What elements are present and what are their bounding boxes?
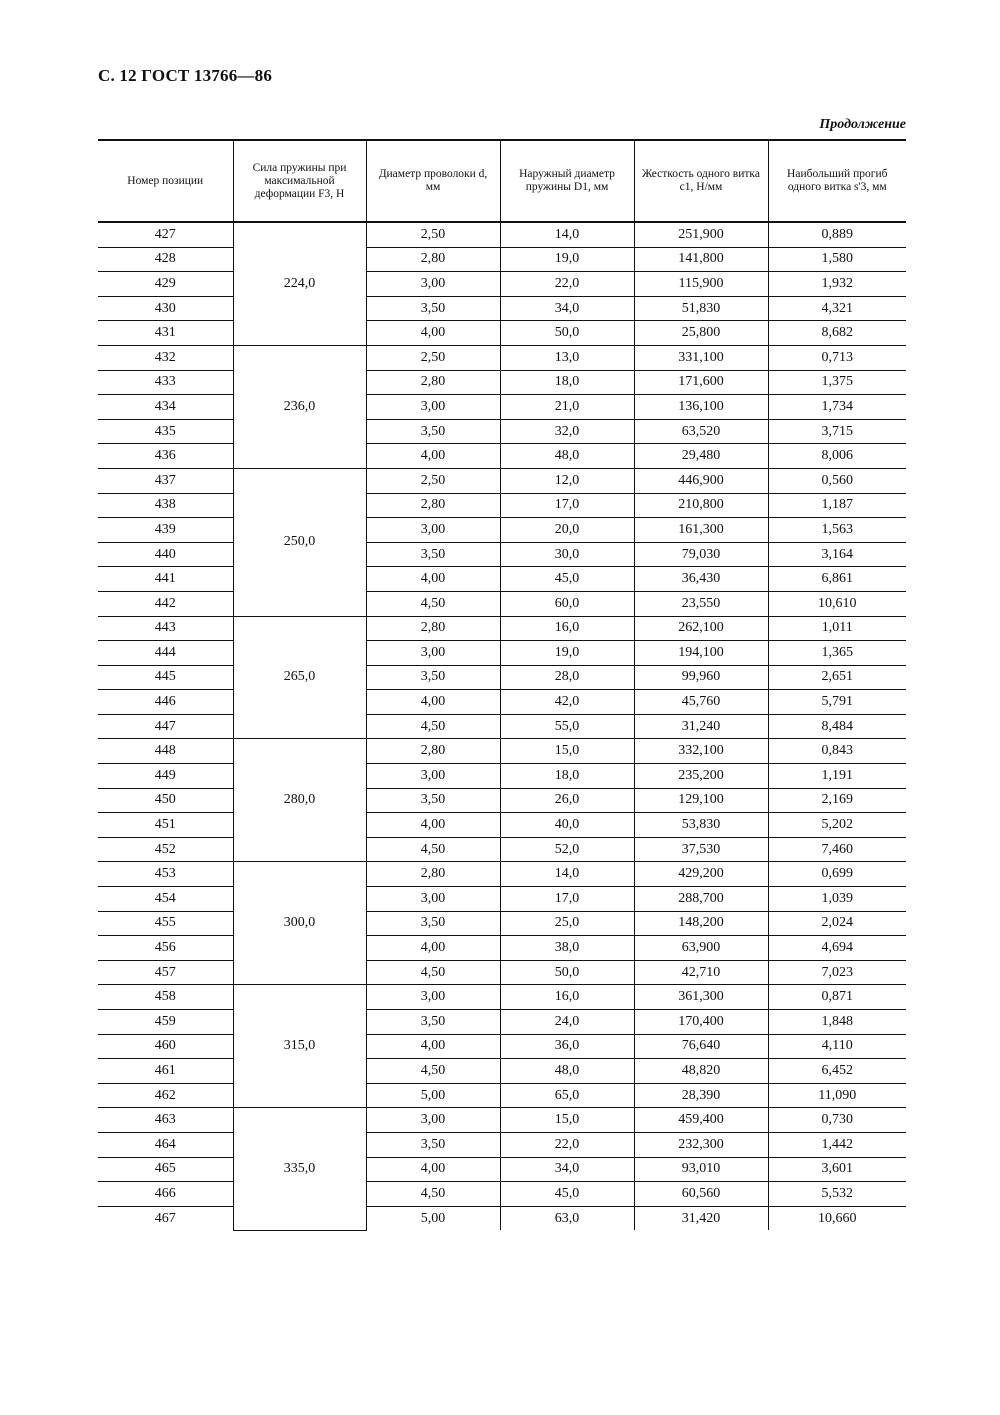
cell-wire-diameter: 3,50 xyxy=(366,911,500,936)
column-header-max-deflection: Наибольший прогиб одного витка s'3, мм xyxy=(768,140,906,222)
cell-wire-diameter: 2,50 xyxy=(366,222,500,247)
cell-stiffness: 262,100 xyxy=(634,616,768,641)
cell-wire-diameter: 3,00 xyxy=(366,518,500,543)
cell-wire-diameter: 3,00 xyxy=(366,395,500,420)
cell-wire-diameter: 5,00 xyxy=(366,1083,500,1108)
cell-position: 467 xyxy=(154,1210,176,1226)
table-row xyxy=(98,665,906,690)
cell-outer-diameter: 34,0 xyxy=(500,1157,634,1182)
cell-stiffness: 79,030 xyxy=(634,542,768,567)
cell-stiffness: 141,800 xyxy=(634,247,768,272)
cell-wire-diameter: 2,80 xyxy=(366,247,500,272)
cell-outer-diameter: 17,0 xyxy=(500,887,634,912)
cell-outer-diameter: 45,0 xyxy=(500,1182,634,1207)
cell-position: 437 xyxy=(98,468,233,493)
cell-force-group: 280,0 xyxy=(233,739,366,862)
cell-position: 456 xyxy=(98,936,233,961)
cell-stiffness: 25,800 xyxy=(634,321,768,346)
cell-position: 452 xyxy=(98,837,233,862)
cell-position: 442 xyxy=(98,591,233,616)
cell-force-group: 335,0 xyxy=(233,1108,366,1230)
table-row xyxy=(98,444,906,469)
cell-position: 429 xyxy=(98,272,233,297)
cell-stiffness: 429,200 xyxy=(634,862,768,887)
table-row xyxy=(98,960,906,985)
cell-stiffness: 31,240 xyxy=(634,714,768,739)
cell-position: 431 xyxy=(98,321,233,346)
cell-max-deflection: 0,730 xyxy=(768,1108,906,1133)
cell-max-deflection: 1,932 xyxy=(768,272,906,297)
cell-outer-diameter: 55,0 xyxy=(500,714,634,739)
cell-max-deflection: 1,734 xyxy=(768,395,906,420)
cell-max-deflection: 4,110 xyxy=(768,1034,906,1059)
cell-outer-diameter: 14,0 xyxy=(500,222,634,247)
cell-stiffness: 332,100 xyxy=(634,739,768,764)
cell-max-deflection: 7,460 xyxy=(768,837,906,862)
cell-wire-diameter: 4,00 xyxy=(366,1157,500,1182)
cell-stiffness: 171,600 xyxy=(634,370,768,395)
cell-outer-diameter: 18,0 xyxy=(500,764,634,789)
table-row xyxy=(98,739,906,764)
cell-max-deflection: 3,164 xyxy=(768,542,906,567)
cell-wire-diameter: 2,80 xyxy=(366,616,500,641)
cell-outer-diameter: 19,0 xyxy=(500,247,634,272)
table-row xyxy=(98,419,906,444)
cell-position: 457 xyxy=(98,960,233,985)
cell-position: 459 xyxy=(98,1010,233,1035)
cell-stiffness: 288,700 xyxy=(634,887,768,912)
table-header-row xyxy=(98,140,906,222)
cell-wire-diameter: 3,00 xyxy=(366,272,500,297)
cell-position: 454 xyxy=(98,887,233,912)
cell-wire-diameter: 2,80 xyxy=(366,370,500,395)
cell-max-deflection: 0,699 xyxy=(768,862,906,887)
cell-max-deflection: 1,442 xyxy=(768,1132,906,1157)
cell-max-deflection: 5,202 xyxy=(768,813,906,838)
table-row xyxy=(98,837,906,862)
cell-position: 453 xyxy=(98,862,233,887)
table-row xyxy=(98,493,906,518)
cell-outer-diameter: 18,0 xyxy=(500,370,634,395)
cell-position: 432 xyxy=(98,345,233,370)
cell-outer-diameter: 60,0 xyxy=(500,591,634,616)
cell-outer-diameter: 52,0 xyxy=(500,837,634,862)
cell-position: 445 xyxy=(98,665,233,690)
column-header-force: Сила пружины при максимальной деформации F3, Н xyxy=(233,140,366,222)
cell-position: 463 xyxy=(98,1108,233,1133)
cell-wire-diameter: 3,00 xyxy=(366,1108,500,1133)
cell-max-deflection: 1,365 xyxy=(768,641,906,666)
page-title: С. 12 ГОСТ 13766—86 xyxy=(98,66,273,85)
cell-force-group: 224,0 xyxy=(233,222,366,345)
table-row xyxy=(98,911,906,936)
cell-position: 446 xyxy=(98,690,233,715)
table-row xyxy=(98,1108,906,1133)
continuation-label: Продолжение xyxy=(819,117,906,132)
cell-wire-diameter: 4,00 xyxy=(366,936,500,961)
cell-outer-diameter: 22,0 xyxy=(500,272,634,297)
cell-position: 439 xyxy=(98,518,233,543)
cell-stiffness: 99,960 xyxy=(634,665,768,690)
cell-wire-diameter: 3,50 xyxy=(366,665,500,690)
spring-parameters-table xyxy=(98,139,906,1231)
cell-max-deflection: 0,843 xyxy=(768,739,906,764)
cell-stiffness: 446,900 xyxy=(634,468,768,493)
table-row xyxy=(98,247,906,272)
table-row xyxy=(98,788,906,813)
cell-outer-diameter: 50,0 xyxy=(500,321,634,346)
cell-outer-diameter: 15,0 xyxy=(500,1108,634,1133)
table-row xyxy=(98,936,906,961)
table-row xyxy=(98,862,906,887)
table-row xyxy=(98,641,906,666)
cell-wire-diameter: 3,50 xyxy=(366,542,500,567)
cell-position: 448 xyxy=(98,739,233,764)
cell-max-deflection: 8,682 xyxy=(768,321,906,346)
cell-position: 440 xyxy=(98,542,233,567)
cell-stiffness: 51,830 xyxy=(634,296,768,321)
cell-outer-diameter: 24,0 xyxy=(500,1010,634,1035)
cell-wire-diameter: 5,00 xyxy=(366,1206,500,1230)
cell-wire-diameter: 4,00 xyxy=(366,321,500,346)
cell-outer-diameter: 65,0 xyxy=(500,1083,634,1108)
cell-position: 427 xyxy=(98,222,233,247)
cell-outer-diameter: 20,0 xyxy=(500,518,634,543)
table-row xyxy=(98,1083,906,1108)
cell-stiffness: 459,400 xyxy=(634,1108,768,1133)
cell-max-deflection: 0,560 xyxy=(768,468,906,493)
cell-stiffness: 194,100 xyxy=(634,641,768,666)
cell-position: 449 xyxy=(98,764,233,789)
table-row xyxy=(98,591,906,616)
cell-max-deflection: 6,861 xyxy=(768,567,906,592)
table-row xyxy=(98,813,906,838)
cell-wire-diameter: 3,50 xyxy=(366,788,500,813)
cell-max-deflection: 7,023 xyxy=(768,960,906,985)
cell-outer-diameter: 48,0 xyxy=(500,1059,634,1084)
cell-max-deflection: 0,889 xyxy=(768,222,906,247)
table-row xyxy=(98,468,906,493)
table-row xyxy=(98,272,906,297)
table-row xyxy=(98,616,906,641)
cell-wire-diameter: 4,50 xyxy=(366,714,500,739)
column-header-stiffness: Жесткость одного витка c1, Н/мм xyxy=(634,140,768,222)
table-row xyxy=(98,1059,906,1084)
cell-max-deflection: 10,660 xyxy=(768,1206,906,1230)
cell-position: 455 xyxy=(98,911,233,936)
cell-position: 434 xyxy=(98,395,233,420)
cell-wire-diameter: 4,50 xyxy=(366,1059,500,1084)
cell-max-deflection: 1,011 xyxy=(768,616,906,641)
cell-stiffness: 148,200 xyxy=(634,911,768,936)
cell-position: 460 xyxy=(98,1034,233,1059)
table-row xyxy=(98,395,906,420)
cell-wire-diameter: 2,50 xyxy=(366,345,500,370)
table-body xyxy=(98,222,906,1230)
cell-max-deflection: 2,651 xyxy=(768,665,906,690)
table-row xyxy=(98,296,906,321)
cell-outer-diameter: 42,0 xyxy=(500,690,634,715)
cell-outer-diameter: 15,0 xyxy=(500,739,634,764)
cell-outer-diameter: 32,0 xyxy=(500,419,634,444)
cell-max-deflection: 1,375 xyxy=(768,370,906,395)
cell-outer-diameter: 16,0 xyxy=(500,985,634,1010)
table-row xyxy=(98,985,906,1010)
cell-stiffness: 36,430 xyxy=(634,567,768,592)
cell-stiffness: 129,100 xyxy=(634,788,768,813)
cell-max-deflection: 0,871 xyxy=(768,985,906,1010)
cell-stiffness: 29,480 xyxy=(634,444,768,469)
cell-stiffness: 331,100 xyxy=(634,345,768,370)
cell-outer-diameter: 25,0 xyxy=(500,911,634,936)
cell-wire-diameter: 3,00 xyxy=(366,985,500,1010)
cell-max-deflection: 1,580 xyxy=(768,247,906,272)
cell-stiffness: 76,640 xyxy=(634,1034,768,1059)
cell-max-deflection: 1,191 xyxy=(768,764,906,789)
cell-max-deflection: 8,484 xyxy=(768,714,906,739)
cell-outer-diameter: 21,0 xyxy=(500,395,634,420)
cell-wire-diameter: 3,50 xyxy=(366,1132,500,1157)
cell-wire-diameter: 3,00 xyxy=(366,887,500,912)
cell-wire-diameter: 4,50 xyxy=(366,1182,500,1207)
cell-wire-diameter: 2,80 xyxy=(366,862,500,887)
cell-wire-diameter: 4,00 xyxy=(366,1034,500,1059)
table-row xyxy=(98,370,906,395)
cell-outer-diameter: 34,0 xyxy=(500,296,634,321)
table-row xyxy=(98,1206,906,1230)
cell-stiffness: 37,530 xyxy=(634,837,768,862)
cell-max-deflection: 3,715 xyxy=(768,419,906,444)
cell-position: 444 xyxy=(98,641,233,666)
cell-stiffness: 161,300 xyxy=(634,518,768,543)
cell-outer-diameter: 17,0 xyxy=(500,493,634,518)
table-row xyxy=(98,542,906,567)
cell-outer-diameter: 13,0 xyxy=(500,345,634,370)
cell-max-deflection: 10,610 xyxy=(768,591,906,616)
cell-outer-diameter: 16,0 xyxy=(500,616,634,641)
cell-stiffness: 232,300 xyxy=(634,1132,768,1157)
cell-position: 447 xyxy=(98,714,233,739)
table-row xyxy=(98,1132,906,1157)
cell-wire-diameter: 4,00 xyxy=(366,690,500,715)
cell-position: 462 xyxy=(98,1083,233,1108)
cell-wire-diameter: 2,80 xyxy=(366,493,500,518)
cell-wire-diameter: 4,50 xyxy=(366,591,500,616)
cell-stiffness: 251,900 xyxy=(634,222,768,247)
cell-position: 438 xyxy=(98,493,233,518)
cell-position: 430 xyxy=(98,296,233,321)
cell-max-deflection: 1,187 xyxy=(768,493,906,518)
cell-max-deflection: 1,039 xyxy=(768,887,906,912)
cell-stiffness: 136,100 xyxy=(634,395,768,420)
cell-outer-diameter: 30,0 xyxy=(500,542,634,567)
cell-outer-diameter: 40,0 xyxy=(500,813,634,838)
cell-wire-diameter: 3,00 xyxy=(366,641,500,666)
cell-force-group: 236,0 xyxy=(233,345,366,468)
cell-max-deflection: 2,024 xyxy=(768,911,906,936)
cell-stiffness: 361,300 xyxy=(634,985,768,1010)
table-row xyxy=(98,345,906,370)
cell-position: 464 xyxy=(98,1132,233,1157)
cell-max-deflection: 4,321 xyxy=(768,296,906,321)
cell-wire-diameter: 3,50 xyxy=(366,296,500,321)
cell-stiffness: 53,830 xyxy=(634,813,768,838)
cell-position: 458 xyxy=(98,985,233,1010)
table-row xyxy=(98,714,906,739)
cell-max-deflection: 2,169 xyxy=(768,788,906,813)
cell-stiffness: 170,400 xyxy=(634,1010,768,1035)
cell-stiffness: 93,010 xyxy=(634,1157,768,1182)
cell-position: 466 xyxy=(98,1182,233,1207)
cell-max-deflection: 0,713 xyxy=(768,345,906,370)
cell-force-group: 265,0 xyxy=(233,616,366,739)
cell-position: 441 xyxy=(98,567,233,592)
cell-outer-diameter: 45,0 xyxy=(500,567,634,592)
cell-max-deflection: 5,532 xyxy=(768,1182,906,1207)
column-header-wire-diameter: Диаметр проволоки d, мм xyxy=(366,140,500,222)
cell-stiffness: 31,420 xyxy=(634,1206,768,1230)
table-row xyxy=(98,222,906,247)
cell-wire-diameter: 2,80 xyxy=(366,739,500,764)
cell-max-deflection: 11,090 xyxy=(768,1083,906,1108)
table-row xyxy=(98,321,906,346)
cell-position: 461 xyxy=(98,1059,233,1084)
cell-outer-diameter: 38,0 xyxy=(500,936,634,961)
table-row xyxy=(98,518,906,543)
table-row xyxy=(98,1157,906,1182)
table-row xyxy=(98,690,906,715)
cell-outer-diameter: 63,0 xyxy=(500,1206,634,1230)
cell-max-deflection: 1,563 xyxy=(768,518,906,543)
cell-wire-diameter: 3,50 xyxy=(366,1010,500,1035)
column-header-position: Номер позиции xyxy=(98,140,233,222)
cell-stiffness: 23,550 xyxy=(634,591,768,616)
cell-stiffness: 48,820 xyxy=(634,1059,768,1084)
cell-position: 433 xyxy=(98,370,233,395)
cell-position: 451 xyxy=(98,813,233,838)
cell-stiffness: 210,800 xyxy=(634,493,768,518)
cell-wire-diameter: 3,50 xyxy=(366,419,500,444)
cell-position: 450 xyxy=(98,788,233,813)
cell-stiffness: 235,200 xyxy=(634,764,768,789)
cell-max-deflection: 3,601 xyxy=(768,1157,906,1182)
cell-outer-diameter: 36,0 xyxy=(500,1034,634,1059)
table-row xyxy=(98,1010,906,1035)
table-row xyxy=(98,887,906,912)
cell-outer-diameter: 14,0 xyxy=(500,862,634,887)
cell-position: 443 xyxy=(98,616,233,641)
cell-outer-diameter: 50,0 xyxy=(500,960,634,985)
cell-force-group: 250,0 xyxy=(233,468,366,616)
cell-max-deflection: 6,452 xyxy=(768,1059,906,1084)
table-row xyxy=(98,1182,906,1207)
cell-force-group: 315,0 xyxy=(233,985,366,1108)
cell-max-deflection: 4,694 xyxy=(768,936,906,961)
cell-stiffness: 42,710 xyxy=(634,960,768,985)
cell-outer-diameter: 19,0 xyxy=(500,641,634,666)
cell-stiffness: 63,520 xyxy=(634,419,768,444)
cell-max-deflection: 1,848 xyxy=(768,1010,906,1035)
cell-position: 436 xyxy=(98,444,233,469)
cell-wire-diameter: 4,00 xyxy=(366,444,500,469)
table-row xyxy=(98,1034,906,1059)
cell-force-group: 300,0 xyxy=(233,862,366,985)
column-header-outer-diameter: Наружный диаметр пружины D1, мм xyxy=(500,140,634,222)
cell-position: 435 xyxy=(98,419,233,444)
cell-position: 428 xyxy=(98,247,233,272)
cell-stiffness: 45,760 xyxy=(634,690,768,715)
cell-wire-diameter: 4,50 xyxy=(366,837,500,862)
cell-stiffness: 28,390 xyxy=(634,1083,768,1108)
cell-max-deflection: 8,006 xyxy=(768,444,906,469)
cell-wire-diameter: 2,50 xyxy=(366,468,500,493)
cell-wire-diameter: 4,50 xyxy=(366,960,500,985)
cell-outer-diameter: 22,0 xyxy=(500,1132,634,1157)
cell-position: 465 xyxy=(98,1157,233,1182)
table-row xyxy=(98,764,906,789)
cell-outer-diameter: 26,0 xyxy=(500,788,634,813)
cell-max-deflection: 5,791 xyxy=(768,690,906,715)
cell-stiffness: 60,560 xyxy=(634,1182,768,1207)
cell-outer-diameter: 12,0 xyxy=(500,468,634,493)
table-row xyxy=(98,567,906,592)
cell-wire-diameter: 3,00 xyxy=(366,764,500,789)
cell-outer-diameter: 48,0 xyxy=(500,444,634,469)
cell-wire-diameter: 4,00 xyxy=(366,567,500,592)
cell-outer-diameter: 28,0 xyxy=(500,665,634,690)
cell-wire-diameter: 4,00 xyxy=(366,813,500,838)
cell-stiffness: 63,900 xyxy=(634,936,768,961)
cell-stiffness: 115,900 xyxy=(634,272,768,297)
